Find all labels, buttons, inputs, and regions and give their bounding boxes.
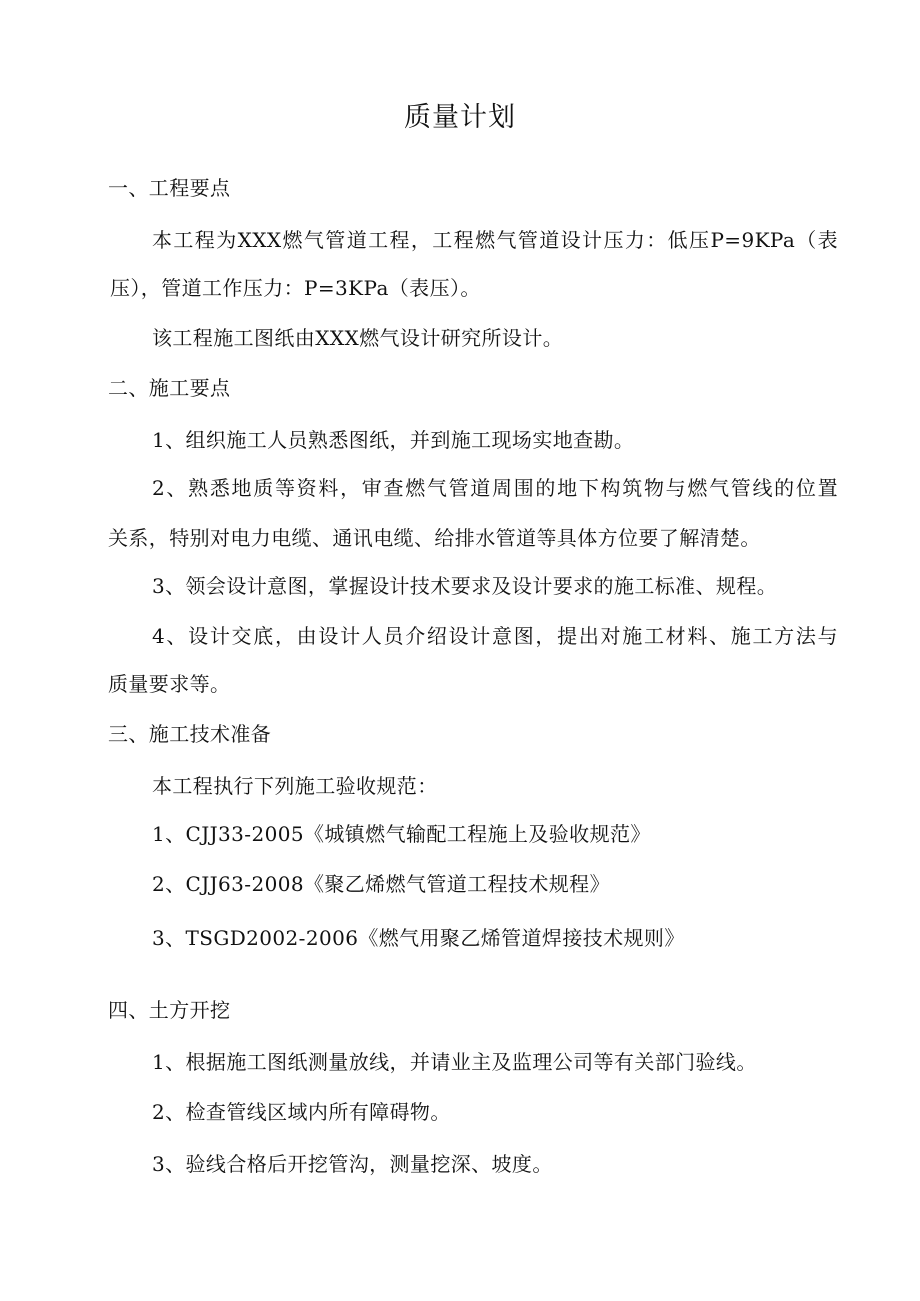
section-heading-3: 三、施工技术准备: [108, 722, 272, 746]
paragraph-line: 关系，特别对电力电缆、通讯电缆、给排水管道等具体方位要了解清楚。: [108, 526, 761, 550]
paragraph-line: 该工程施工图纸由XXX燃气设计研究所设计。: [152, 326, 564, 350]
section-heading-4: 四、土方开挖: [108, 998, 231, 1022]
section-heading-2: 二、施工要点: [108, 376, 231, 400]
paragraph-line: 压），管道工作压力：P=3KPa（表压）。: [110, 276, 481, 300]
list-item: 1、CJJ33-2005《城镇燃气输配工程施上及验收规范》: [152, 822, 651, 846]
paragraph-line: 2、熟悉地质等资料，审查燃气管道周围的地下构筑物与燃气管线的位置: [152, 476, 838, 500]
paragraph-line: 3、领会设计意图，掌握设计技术要求及设计要求的施工标准、规程。: [152, 574, 778, 598]
paragraph-line: 质量要求等。: [108, 672, 231, 696]
list-item: 1、根据施工图纸测量放线，并请业主及监理公司等有关部门验线。: [152, 1050, 757, 1074]
list-item: 2、CJJ63-2008《聚乙烯燃气管道工程技术规程》: [152, 872, 610, 896]
paragraph-line: 1、组织施工人员熟悉图纸，并到施工现场实地查勘。: [152, 428, 635, 452]
list-item: 2、检查管线区域内所有障碍物。: [152, 1100, 451, 1124]
paragraph-line: 4、设计交底，由设计人员介绍设计意图，提出对施工材料、施工方法与: [152, 624, 838, 648]
list-item: 3、验线合格后开挖管沟，测量挖深、坡度。: [152, 1152, 553, 1176]
list-item: 3、TSGD2002-2006《燃气用聚乙烯管道焊接技术规则》: [152, 926, 685, 950]
document-title: 质量计划: [404, 102, 516, 133]
paragraph-line: 本工程为XXX燃气管道工程，工程燃气管道设计压力：低压P=9KPa（表: [152, 228, 838, 252]
section-heading-1: 一、工程要点: [108, 176, 231, 200]
paragraph-line: 本工程执行下列施工验收规范：: [152, 774, 438, 798]
